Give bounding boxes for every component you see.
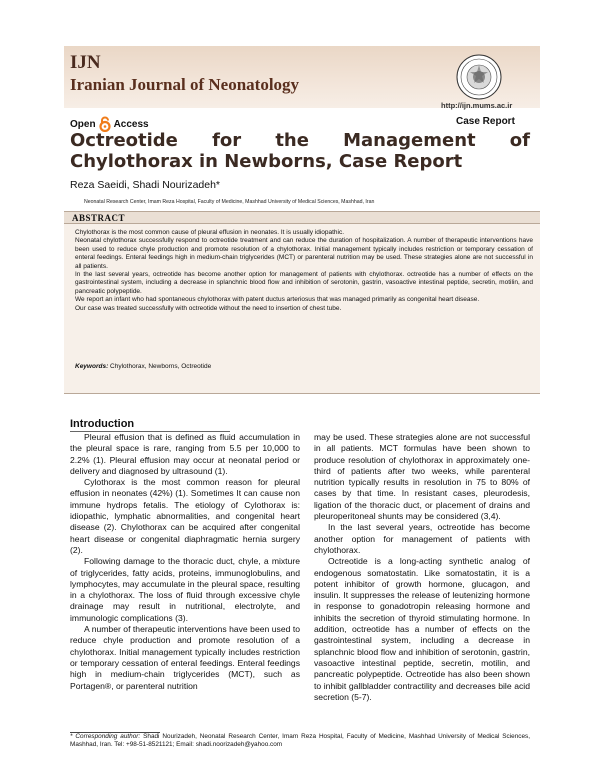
keywords-label: Keywords: (75, 363, 109, 370)
body-paragraph: In the last several years, octreotide has become another option for management of patients with chylothorax. (314, 522, 530, 555)
body-paragraph: Cylothorax is the most common reason for pleural effusion in neonates (42%) (1). Sometimes It can cause non immune hydrops fetalis. The etiology of Cylothorax is: idiopathic, lymphatic abnormalities, and congenital heart disease (2). Chylothorax can be acquired after congenital heart disease or congenital diaphragmatic hernia surgery (2). (70, 477, 300, 555)
access-text: Access (113, 118, 149, 130)
journal-abbreviation: IJN (70, 52, 101, 73)
keywords (75, 363, 211, 370)
university-seal-icon (456, 54, 502, 100)
abstract-paragraph: Our case was treated successfully with octreotide without the need to insertion of chest tube. (75, 304, 342, 312)
abstract-paragraph: Chylothorax is the most common cause of pleural effusion in neonates. It is usually idiopathic. (75, 229, 345, 236)
abstract-header (64, 211, 540, 224)
body-paragraph: Pleural effusion that is defined as fluid accumulation in the pleural space is rare, ranging from 5.5 per 10,000 to 2.2% (1). Pleural effusion may occur at neonatal period or delivery and diagnosed by ultrasound (1). (70, 432, 300, 476)
authors: Reza Saeidi, Shadi Nourizadeh* (70, 179, 221, 191)
corresponding-author-footnote (70, 733, 530, 750)
affiliation: Neonatal Research Center, Imam Reza Hospital, Faculty of Medicine, Mashhad University of Medical Sciences, Mashhad, Iran (84, 199, 375, 205)
body-paragraph: Following damage to the thoracic duct, chyle, a mixture of triglycerides, fatty acids, proteins, immunoglobulins, and lymphocytes, may accumulate in the pleural space, resulting in a chylothorax. The loss of fluid through excessive chyle drainage may result in nutritional, electrolyte, and immunologic complications (3). (70, 556, 300, 623)
body-paragraph: Octreotide is a long-acting synthetic analog of endogenous somatostatin. Like somatostatin, it is a potent inhibitor of growth hormone, glucagon, and insulin. It suppresses the release of leutenizing hormone in response to gonadotropin releasing hormone and inhibits the secretion of thyroid stimulating hormone. In addition, octreotide has a number of effects on the gastrointestinal system, including a decrease in splanchnic blood flow and inhibition of serotonin, gastrin, vasoactive intestinal peptide, secretin, motilin, and pancreatic polypeptide. Octreotide has also been shown to inhibit gallbladder contractility and decreases bile acid secretion (5-7). (314, 556, 530, 702)
journal-name: Iranian Journal of Neonatology (70, 75, 300, 94)
journal-url[interactable]: http://ijn.mums.ac.ir (441, 101, 513, 110)
abstract-paragraph: We report an infant who had spontaneous chylothorax with patent ductus arteriosus that was managed primarily as congenital heart disease. (75, 296, 480, 304)
footnote-label: * Corresponding author: (70, 733, 141, 740)
abstract-text (75, 229, 533, 313)
abstract-heading: ABSTRACT (72, 213, 126, 223)
abstract-paragraph: Neonatal chylothorax successfully respond to octreotide treatment and can reduce the duration of hospitalization. A number of therapeutic interventions have been used to reduce chyle production and promote resolution of a chylothorax. Initial management typically includes restriction or temporary cessation of enteral feedings. Enteral feedings high in medium-chain triglycerides (MCT) or parenteral nutrition may be used. These strategies alone are not successful in all patients. (75, 237, 533, 270)
body-paragraph: may be used. These strategies alone are not successful in all patients. MCT formulas have been shown to produce resolution of chylothorax in approximately one-third of patients after two weeks, while parenteral nutrition typically results in resolution in 75 to 80% of cases by that time. In resistant cases, pleurodesis, ligation of the thoracic duct, or placement of drains and pleuroperitoneal shunts may be considered (3,4). (314, 432, 530, 522)
keywords-list: Chylothorax, Newborns, Octreotide (110, 363, 212, 370)
footnote-text: Shadi Nourizadeh, Neonatal Research Center, Imam Reza Hospital, Faculty of Medicine, Mashhad University of Medical Sciences, Mashhad, Iran. Tel: +98-51-8521121; Email: shadi.noorizadeh@yahoo.com (70, 733, 530, 749)
abstract-paragraph: In the last several years, octreotide has become another option for management of patients with chylothorax. octreotide has a number of effects on the gastrointestinal system, including a decrease in splanchnic blood flow and inhibition of serotonin, gastrin, vasoactive intestinal peptide, secretin, motilin, and pancreatic polypeptide. (75, 271, 533, 295)
body-column-right (314, 432, 530, 732)
article-type: Case Report (456, 116, 515, 127)
body-paragraph: A number of therapeutic interventions have been used to reduce chyle production and promote resolution of a chylothorax. Initial management typically includes restriction or temporary cessation of enteral feedings. Enteral feedings high in medium-chain triglycerides (MCT), such as Portagen®, or parenteral nutrition (70, 624, 300, 691)
body-column-left (70, 432, 300, 732)
article-title: Octreotide for the Management of Chylothorax in Newborns, Case Report (70, 130, 530, 172)
introduction-heading: Introduction (70, 418, 135, 430)
open-text: Open (70, 118, 96, 130)
